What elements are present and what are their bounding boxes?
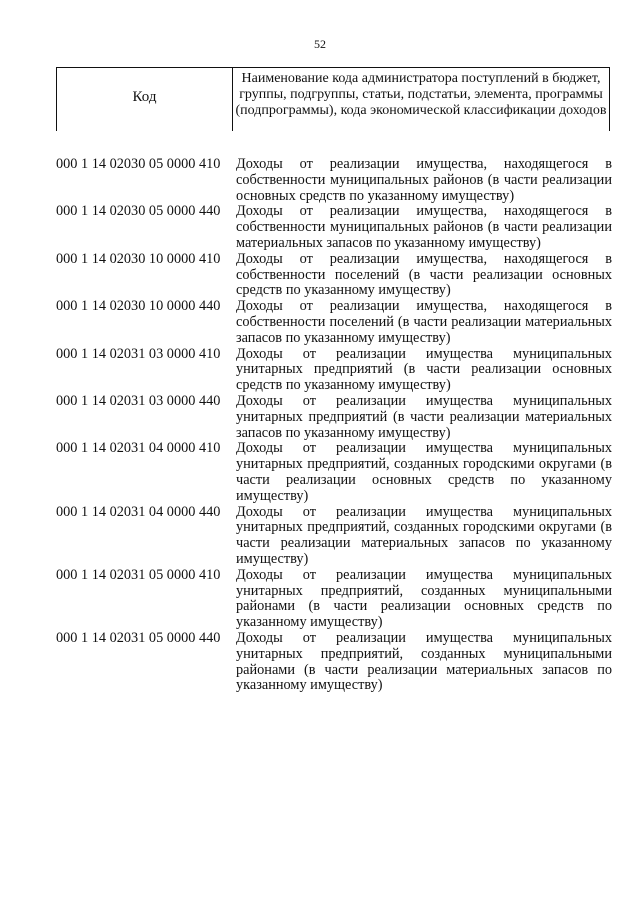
- row-code: 000 1 14 02031 03 0000 440: [56, 392, 221, 409]
- row-description: Доходы от реализации имущества, находящегося в собственности муниципальных районов (в части реализации материальных запасов по указанному имуществу): [236, 203, 612, 251]
- row-description: Доходы от реализации имущества, находящегося в собственности муниципальных районов (в части реализации основных средств по указанному имуществу): [236, 156, 612, 204]
- table-row: [56, 631, 612, 694]
- table-row: [56, 394, 612, 441]
- row-description: Доходы от реализации имущества муниципальных унитарных предприятий (в части реализации основных средств по указанному имуществу): [236, 345, 612, 394]
- row-description: Доходы от реализации имущества муниципальных унитарных предприятий, созданных городскими округами (в части реализации основных средств по указанному имуществу): [236, 440, 612, 504]
- row-code: 000 1 14 02030 10 0000 410: [56, 250, 221, 267]
- row-description: Доходы от реализации имущества муниципальных унитарных предприятий, созданных муниципальными районами (в части реализации основных средств по указанному имуществу): [236, 566, 612, 631]
- table-row: [56, 252, 612, 299]
- table-row: [56, 441, 612, 504]
- table-body: [56, 157, 612, 694]
- row-code: 000 1 14 02031 03 0000 410: [56, 345, 221, 362]
- row-description: Доходы от реализации имущества муниципальных унитарных предприятий (в части реализации материальных запасов по указанному имуществу): [236, 392, 612, 441]
- page-number: 52: [314, 37, 326, 51]
- row-description: Доходы от реализации имущества, находящегося в собственности поселений (в части реализации материальных запасов по указанному имуществу): [236, 298, 612, 346]
- row-description: Доходы от реализации имущества, находящегося в собственности поселений (в части реализации основных средств по указанному имуществу): [236, 250, 612, 299]
- row-description: Доходы от реализации имущества муниципальных унитарных предприятий, созданных городскими округами (в части реализации материальных запасов по указанному имуществу): [236, 503, 612, 567]
- row-code: 000 1 14 02030 05 0000 410: [56, 156, 221, 172]
- header-name-label: Наименование кода администратора поступлений в бюджет, группы, подгруппы, статьи, подстатьи, элемента, программы (подпрограммы), кода экономической классификации доходов: [233, 68, 610, 131]
- row-code: 000 1 14 02031 04 0000 440: [56, 503, 221, 520]
- row-code: 000 1 14 02030 05 0000 440: [56, 203, 221, 220]
- header-code-label: Код: [57, 68, 233, 131]
- table-row: [56, 299, 612, 346]
- row-code: 000 1 14 02031 04 0000 410: [56, 440, 221, 457]
- table-row: [56, 505, 612, 568]
- row-code: 000 1 14 02031 05 0000 440: [56, 629, 221, 646]
- table-row: [56, 204, 612, 251]
- table-header: [56, 67, 610, 131]
- table-row: [56, 568, 612, 631]
- row-description: Доходы от реализации имущества муниципальных унитарных предприятий, созданных муниципальными районами (в части реализации материальных запасов по указанному имуществу): [236, 629, 612, 694]
- table-row: [56, 157, 612, 204]
- row-code: 000 1 14 02030 10 0000 440: [56, 298, 221, 315]
- row-code: 000 1 14 02031 05 0000 410: [56, 566, 221, 583]
- table-row: [56, 347, 612, 394]
